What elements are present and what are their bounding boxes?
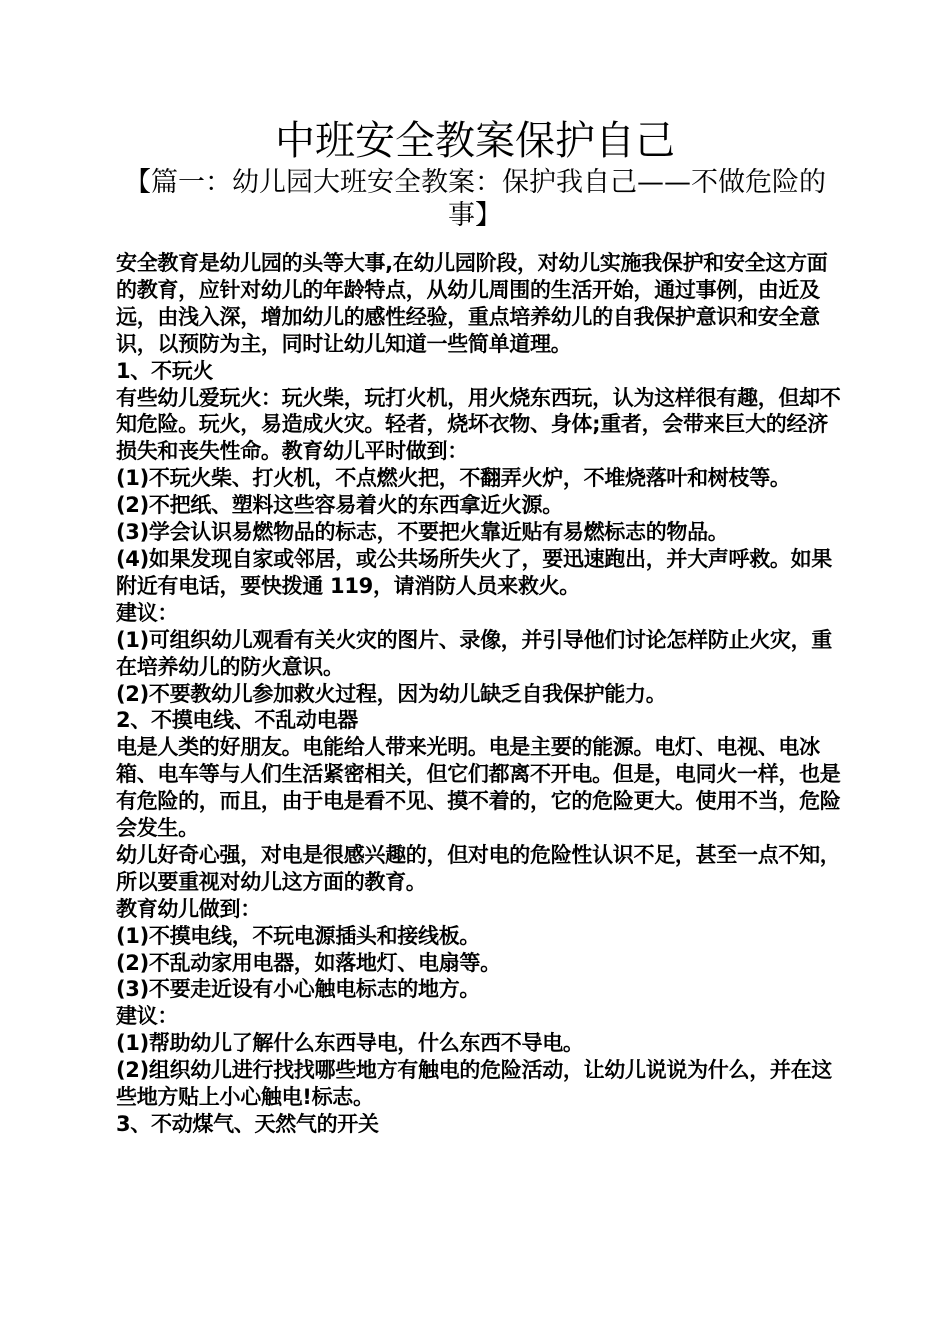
paragraph-intro: 安全教育是幼儿园的头等大事,在幼儿园阶段，对幼儿实施我保护和安全这方面的教育，应针对幼儿的年龄特点，从幼儿周围的生活开始，通过事例，由近及远，由浅入深，增加幼儿的感性经验，重点培养幼儿的自我保护意识和安全意识，以预防为主，同时让幼儿知道一些简单道理。 bbox=[116, 251, 828, 356]
paragraph: 有些幼儿爱玩火：玩火柴，玩打火机，用火烧东西玩，认为这样很有趣，但却不知危险。玩火，易造成火灾。轻者，烧坏衣物、身体;重者，会带来巨大的经济损失和丧失性命。教育幼儿平时做到： bbox=[116, 385, 841, 464]
list-item: (2)不把纸、塑料这些容易着火的东西拿近火源。 bbox=[116, 493, 563, 518]
page-subtitle: 【篇一：幼儿园大班安全教案：保护我自己——不做危险的事】 bbox=[124, 167, 826, 231]
list-item: (3)学会认识易燃物品的标志，不要把火靠近贴有易燃标志的物品。 bbox=[116, 520, 729, 545]
section-heading-1: 1、不玩火 bbox=[116, 358, 214, 383]
paragraph: 电是人类的好朋友。电能给人带来光明。电是主要的能源。电灯、电视、电冰箱、电车等与人们生活紧密相关，但它们都离不开电。但是，电同火一样，也是有危险的，而且，由于电是看不见、摸不着的，它的危险更大。使用不当，危险会发生。 bbox=[116, 735, 841, 841]
list-item: (1)可组织幼儿观看有关火灾的图片、录像，并引导他们讨论怎样防止火灾，重在培养幼儿的防火意识。 bbox=[116, 627, 833, 679]
list-item: (4)如果发现自家或邻居，或公共场所失火了，要迅速跑出，并大声呼救。如果附近有电话，要快拨通 119，请消防人员来救火。 bbox=[116, 546, 833, 598]
list-item: (2)不要教幼儿参加救火过程，因为幼儿缺乏自我保护能力。 bbox=[116, 681, 667, 706]
list-item: (2)组织幼儿进行找找哪些地方有触电的危险活动，让幼儿说说为什么，并在这些地方贴上小心触电!标志。 bbox=[116, 1058, 833, 1110]
list-item: (1)不玩火柴、打火机，不点燃火把，不翻弄火炉，不堆烧落叶和树枝等。 bbox=[116, 466, 791, 491]
suggestion-heading: 建议： bbox=[116, 1004, 179, 1029]
document-body bbox=[116, 250, 848, 1138]
education-heading: 教育幼儿做到： bbox=[116, 896, 261, 921]
list-item: (1)帮助幼儿了解什么东西导电，什么东西不导电。 bbox=[116, 1031, 584, 1056]
list-item: (1)不摸电线，不玩电源插头和接线板。 bbox=[116, 923, 481, 948]
section-heading-3: 3、不动煤气、天然气的开关 bbox=[116, 1112, 379, 1136]
paragraph: 幼儿好奇心强，对电是很感兴趣的，但对电的危险性认识不足，甚至一点不知，所以要重视对幼儿这方面的教育。 bbox=[116, 842, 841, 894]
list-item: (2)不乱动家用电器，如落地灯、电扇等。 bbox=[116, 950, 501, 975]
page-title: 中班安全教案保护自己 bbox=[275, 118, 675, 164]
section-heading-2: 2、不摸电线、不乱动电器 bbox=[116, 708, 359, 733]
suggestion-heading: 建议： bbox=[116, 600, 179, 625]
list-item: (3)不要走近设有小心触电标志的地方。 bbox=[116, 977, 481, 1002]
